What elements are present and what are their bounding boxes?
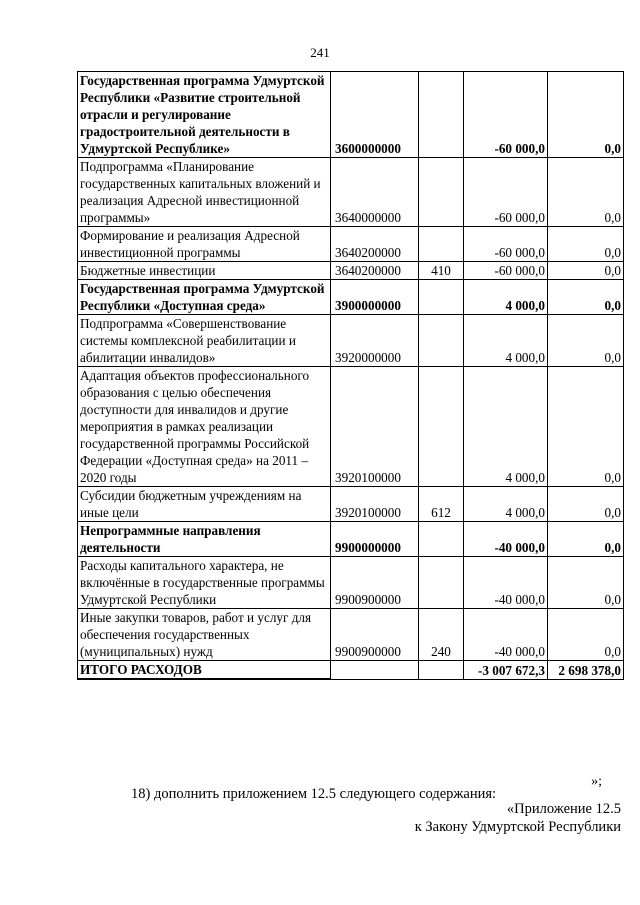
row-sum-second-cell: 0,0 xyxy=(548,609,624,661)
row-sum-change-cell: 4 000,0 xyxy=(464,315,548,367)
row-expense-type-cell xyxy=(419,158,464,227)
row-sum-second-cell: 0,0 xyxy=(548,367,624,487)
row-code-cell: 3920100000 xyxy=(331,367,419,487)
row-sum-second-cell: 0,0 xyxy=(548,72,624,158)
row-sum-change-cell: 4 000,0 xyxy=(464,280,548,315)
table-row xyxy=(78,487,624,522)
total-empty-cell xyxy=(419,661,464,680)
row-sum-change-cell: 4 000,0 xyxy=(464,367,548,487)
total-label: ИТОГО РАСХОДОВ xyxy=(78,661,331,680)
row-code-cell: 3640200000 xyxy=(331,227,419,262)
table-row xyxy=(78,158,624,227)
row-expense-type-cell: 410 xyxy=(419,262,464,280)
row-expense-type-cell xyxy=(419,280,464,315)
row-sum-change-cell: -40 000,0 xyxy=(464,557,548,609)
row-expense-type-cell xyxy=(419,367,464,487)
row-expense-type-cell xyxy=(419,72,464,158)
table-row xyxy=(78,262,624,280)
row-name-cell: Государственная программа Удмуртской Республики «Доступная среда» xyxy=(78,280,331,315)
row-expense-type-cell xyxy=(419,522,464,557)
row-sum-second-cell: 0,0 xyxy=(548,227,624,262)
table-row xyxy=(78,367,624,487)
row-code-cell: 9900900000 xyxy=(331,609,419,661)
row-expense-type-cell xyxy=(419,315,464,367)
row-code-cell: 9900000000 xyxy=(331,522,419,557)
table-row xyxy=(78,315,624,367)
row-name-cell: Расходы капитального характера, не включённые в государственные программы Удмуртской Республики xyxy=(78,557,331,609)
row-name-cell: Подпрограмма «Совершенствование системы комплексной реабилитации и абилитации инвалидов» xyxy=(78,315,331,367)
row-sum-change-cell: 4 000,0 xyxy=(464,487,548,522)
table-row xyxy=(78,522,624,557)
row-sum-second-cell: 0,0 xyxy=(548,557,624,609)
row-expense-type-cell: 612 xyxy=(419,487,464,522)
row-name-cell: Государственная программа Удмуртской Республики «Развитие строительной отрасли и регулирование градостроительной деятельности в Удмуртской Республике» xyxy=(78,72,331,158)
table-row xyxy=(78,557,624,609)
row-expense-type-cell xyxy=(419,557,464,609)
total-row xyxy=(78,661,624,680)
budget-table xyxy=(77,71,624,680)
row-sum-second-cell: 0,0 xyxy=(548,522,624,557)
row-code-cell: 3920000000 xyxy=(331,315,419,367)
row-sum-change-cell: -60 000,0 xyxy=(464,72,548,158)
appendix-title: «Приложение 12.5 xyxy=(506,801,621,817)
row-name-cell: Адаптация объектов профессионального образования с целью обеспечения доступности для инвалидов и другие мероприятия в рамках реализации государственной программы Российской Федерации «Доступная среда» на 2011 – 2020 годы xyxy=(78,367,331,487)
row-name-cell: Непрограммные направления деятельности xyxy=(78,522,331,557)
budget-table-body xyxy=(78,72,624,680)
row-expense-type-cell: 240 xyxy=(419,609,464,661)
row-code-cell: 9900900000 xyxy=(331,557,419,609)
page-number: 241 xyxy=(310,45,330,60)
closing-quote: »; xyxy=(591,774,602,789)
table-row xyxy=(78,227,624,262)
row-sum-second-cell: 0,0 xyxy=(548,280,624,315)
row-name-cell: Иные закупки товаров, работ и услуг для обеспечения государственных (муниципальных) нужд xyxy=(78,609,331,661)
row-code-cell: 3640200000 xyxy=(331,262,419,280)
row-name-cell: Формирование и реализация Адресной инвестиционной программы xyxy=(78,227,331,262)
row-sum-second-cell: 0,0 xyxy=(548,158,624,227)
total-empty-cell xyxy=(331,661,419,680)
row-code-cell: 3920100000 xyxy=(331,487,419,522)
row-sum-second-cell: 0,0 xyxy=(548,487,624,522)
row-sum-change-cell: -40 000,0 xyxy=(464,522,548,557)
row-code-cell: 3640000000 xyxy=(331,158,419,227)
total-sum-second: 2 698 378,0 xyxy=(548,661,624,680)
row-name-cell: Субсидии бюджетным учреждениям на иные цели xyxy=(78,487,331,522)
row-sum-second-cell: 0,0 xyxy=(548,262,624,280)
row-sum-change-cell: -60 000,0 xyxy=(464,262,548,280)
row-code-cell: 3600000000 xyxy=(331,72,419,158)
row-code-cell: 3900000000 xyxy=(331,280,419,315)
row-sum-second-cell: 0,0 xyxy=(548,315,624,367)
row-sum-change-cell: -60 000,0 xyxy=(464,227,548,262)
appendix-law-reference: к Закону Удмуртской Республики xyxy=(414,819,621,835)
table-row xyxy=(78,280,624,315)
row-sum-change-cell: -60 000,0 xyxy=(464,158,548,227)
row-name-cell: Подпрограмма «Планирование государственных капитальных вложений и реализация Адресной инвестиционной программы» xyxy=(78,158,331,227)
table-row xyxy=(78,609,624,661)
row-sum-change-cell: -40 000,0 xyxy=(464,609,548,661)
total-sum-change: -3 007 672,3 xyxy=(464,661,548,680)
row-name-cell: Бюджетные инвестиции xyxy=(78,262,331,280)
table-row xyxy=(78,72,624,158)
row-expense-type-cell xyxy=(419,227,464,262)
amendment-item-18: 18) дополнить приложением 12.5 следующего содержания: xyxy=(131,786,497,802)
